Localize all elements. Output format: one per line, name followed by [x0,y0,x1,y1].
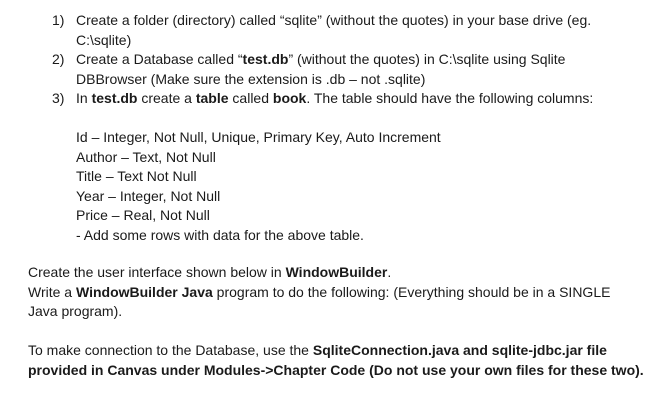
list-item-line [76,70,425,89]
text-run: ” (without the quotes) in C:\sqlite using Sqlite [288,51,566,67]
bold-text-run: book [272,90,307,106]
bold-text-run: WindowBuilder Java [75,284,213,300]
text-run: In [76,90,92,106]
bold-text-run: test.db [242,51,289,67]
column-definition: Id – Integer, Not Null, Unique, Primary Key, Auto Increment [76,129,441,145]
bold-text-run: table [195,90,229,106]
column-definition: Title – Text Not Null [76,168,197,184]
paragraph-line [28,361,644,380]
paragraph-line [28,263,391,282]
list-item-line [76,89,593,108]
column-definition: Author – Text, Not Null [76,149,216,165]
text-run: C:\sqlite) [76,32,132,48]
text-run: Write a [28,284,76,300]
text-run: . The table should have the following columns: [306,90,594,106]
text-run: Create the user interface shown below in [28,264,286,280]
paragraph-line [28,341,607,360]
bold-text-run: WindowBuilder [285,264,388,280]
text-run: Create a Database called “ [76,51,243,67]
text-run: program to do the following: (Everything should be in a SINGLE [212,284,611,300]
text-run: called [228,90,273,106]
list-number: 3) [52,90,65,106]
list-item-line [76,31,131,50]
bold-text-run: SqliteConnection.java and sqlite-jdbc.jar file [312,342,607,358]
column-definition: Year – Integer, Not Null [76,188,221,204]
text-run: DBBrowser (Make sure the extension is .db – not .sqlite) [76,71,426,87]
add-rows-note: - Add some rows with data for the above table. [76,227,364,243]
text-run: To make connection to the Database, use the [28,342,313,358]
list-item-line [76,50,565,69]
paragraph-line [28,302,122,321]
paragraph-line [28,283,610,302]
list-item-line [76,11,591,30]
text-run: . [387,264,392,280]
bold-text-run: test.db [91,90,138,106]
column-definition: Price – Real, Not Null [76,207,210,223]
list-number: 2) [52,51,65,67]
bold-text-run: provided in Canvas under Modules->Chapter Code (Do not use your own files for these two). [28,362,644,378]
text-run: create a [137,90,196,106]
text-run: Java program). [28,303,123,319]
list-number: 1) [52,12,65,28]
text-run: Create a folder (directory) called “sqlite” (without the quotes) in your base drive (eg. [76,12,592,28]
